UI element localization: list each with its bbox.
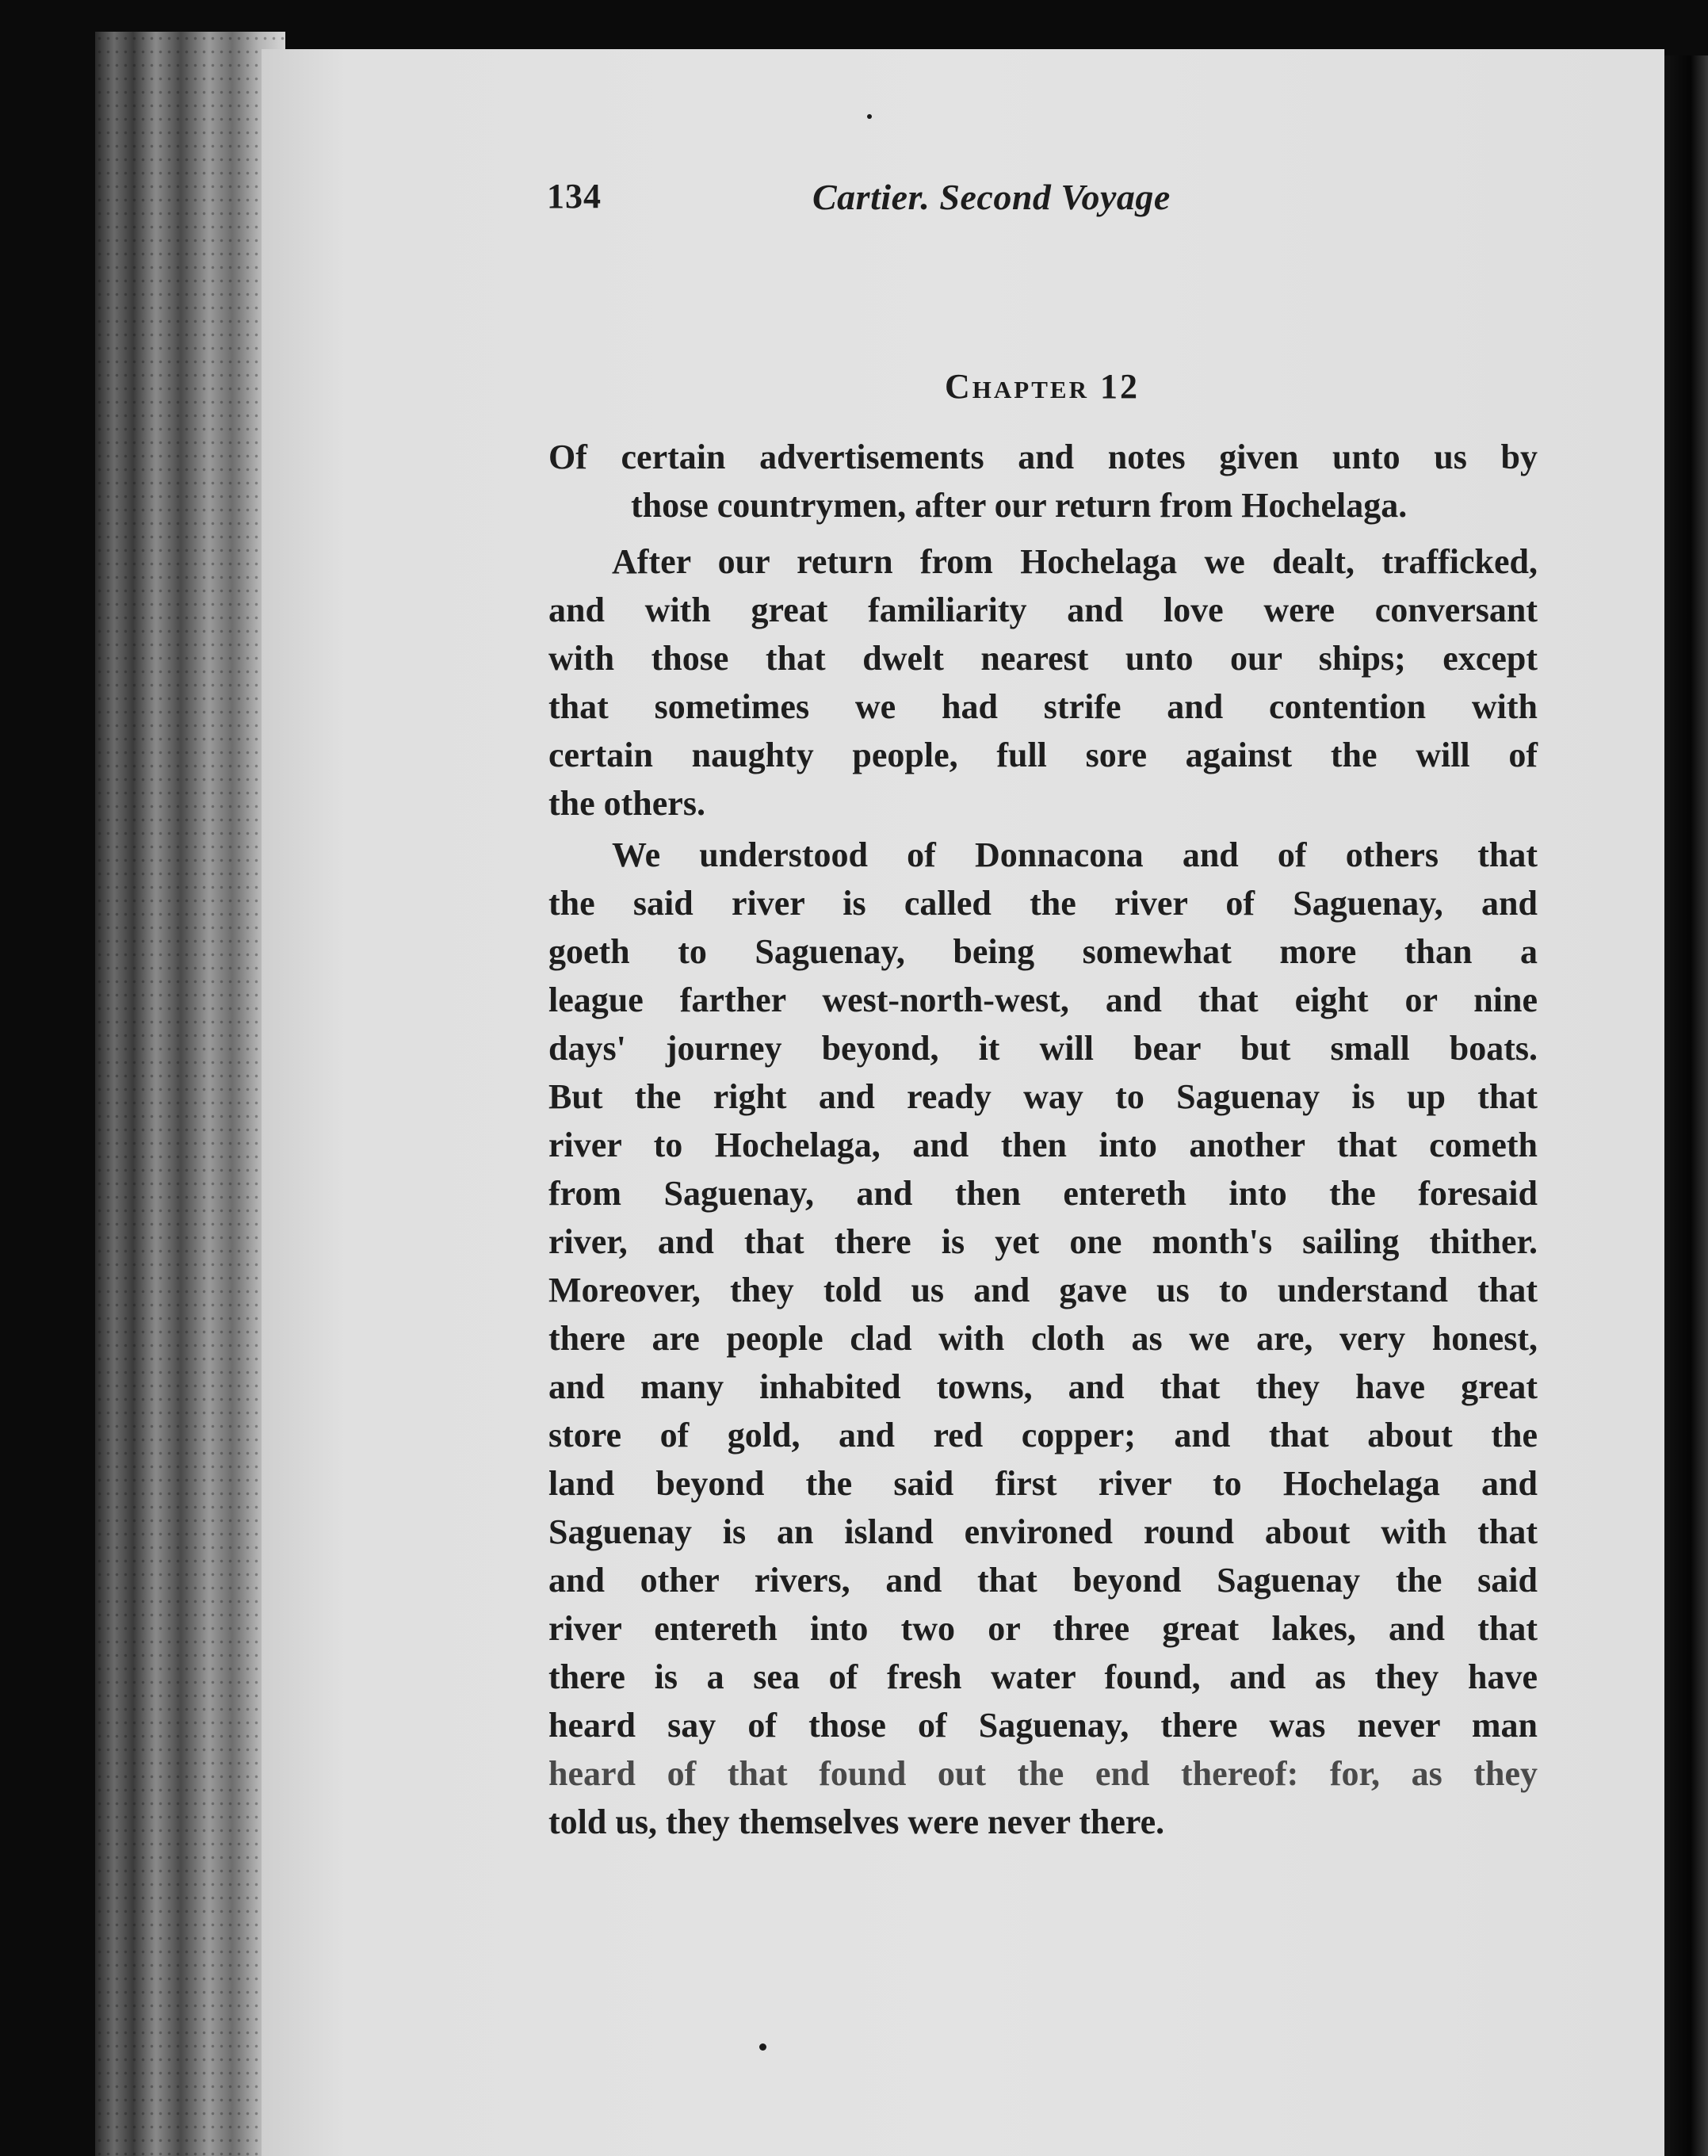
paragraph-line: and many inhabited towns, and that they have great bbox=[548, 1367, 1538, 1406]
heading-line: Of certain advertisements and notes given unto us by bbox=[548, 438, 1538, 476]
speck bbox=[867, 114, 872, 119]
speck bbox=[759, 2043, 766, 2051]
body-text bbox=[548, 433, 1538, 1846]
paragraph-line: and with great familiarity and love were conversant bbox=[548, 591, 1538, 629]
running-title: Cartier. Second Voyage bbox=[812, 177, 1171, 217]
paragraph-line: land beyond the said first river to Hochelaga and bbox=[548, 1464, 1538, 1503]
paragraph-line: there is a sea of fresh water found, and as they have bbox=[548, 1657, 1538, 1696]
paragraph-line: with those that dwelt nearest unto our ships; except bbox=[548, 639, 1538, 678]
paragraph-line: told us, they themselves were never there. bbox=[548, 1802, 1165, 1841]
heading-line: those countrymen, after our return from Hochelaga. bbox=[631, 486, 1408, 525]
running-head bbox=[547, 176, 1284, 231]
paragraph-line: Moreover, they told us and gave us to understand that bbox=[548, 1271, 1538, 1309]
paragraph-line: We understood of Donnacona and of others that bbox=[612, 835, 1538, 874]
paragraph-line: league farther west-north-west, and that eight or nine bbox=[548, 981, 1538, 1019]
paragraph-line: river, and that there is yet one month's sailing thither. bbox=[548, 1222, 1538, 1261]
paragraph-line: and other rivers, and that beyond Saguenay the said bbox=[548, 1561, 1538, 1600]
paragraph-line: But the right and ready way to Saguenay is up that bbox=[548, 1077, 1538, 1116]
paragraph-line: river entereth into two or three great lakes, and that bbox=[548, 1609, 1538, 1648]
paragraph-line: Saguenay is an island environed round about with that bbox=[548, 1512, 1538, 1551]
paragraph-line: that sometimes we had strife and contention with bbox=[548, 687, 1538, 726]
paragraph-line: the said river is called the river of Saguenay, and bbox=[548, 884, 1538, 923]
page-edge-shadow bbox=[1664, 55, 1708, 2156]
paragraph-line: store of gold, and red copper; and that about the bbox=[548, 1416, 1538, 1455]
page-number: 134 bbox=[547, 177, 602, 216]
binding-texture bbox=[95, 32, 285, 2156]
paragraph-line: from Saguenay, and then entereth into the foresaid bbox=[548, 1174, 1538, 1213]
paragraph-line: After our return from Hochelaga we dealt, trafficked, bbox=[612, 542, 1538, 581]
paragraph-line: heard of that found out the end thereof: for, as they bbox=[548, 1754, 1538, 1793]
paragraph-line: there are people clad with cloth as we are, very honest, bbox=[548, 1319, 1538, 1358]
paragraph-line: days' journey beyond, it will bear but small boats. bbox=[548, 1029, 1538, 1068]
paragraph-line: goeth to Saguenay, being somewhat more than a bbox=[548, 932, 1538, 971]
paragraph-line: heard say of those of Saguenay, there was never man bbox=[548, 1706, 1538, 1745]
chapter-title: Chapter 12 bbox=[945, 367, 1140, 406]
paragraph-line: certain naughty people, full sore against the will of bbox=[548, 736, 1538, 774]
paragraph-line: river to Hochelaga, and then into another that cometh bbox=[548, 1126, 1538, 1164]
paragraph-line: the others. bbox=[548, 784, 705, 823]
